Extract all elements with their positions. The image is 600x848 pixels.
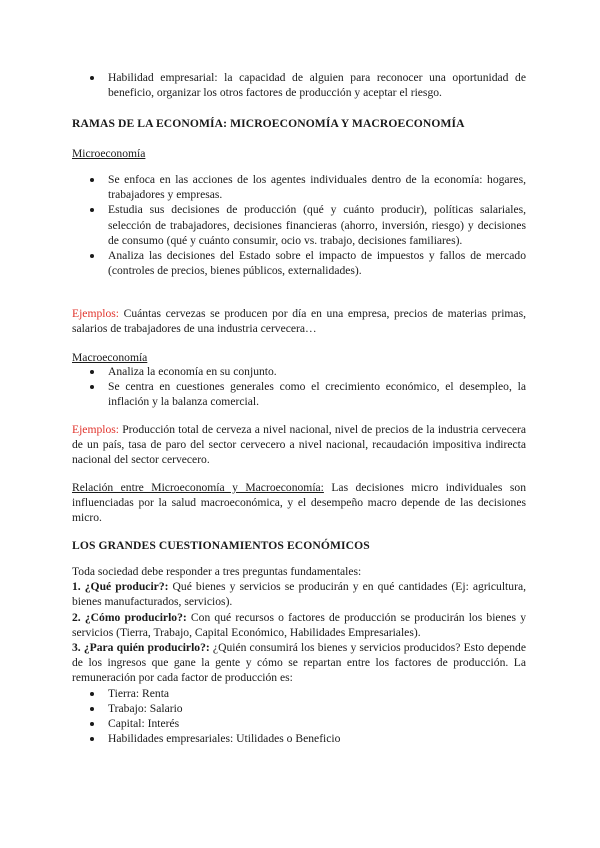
macro-examples [72,422,526,468]
questions-block [72,564,526,746]
list-item: Habilidad empresarial: la capacidad de alguien para reconocer una oportunidad de beneficio, organizar los otros factores de producción y aceptar el riesgo. [72,70,526,100]
relation-label: Relación entre Microeconomía y Macroeconomía: [72,481,324,494]
list-item: Tierra: Renta [72,686,526,701]
list-item: Se centra en cuestiones generales como el crecimiento económico, el desempleo, la inflación y la balanza comercial. [72,379,526,409]
factors-list [72,686,526,747]
question-text: Con qué recursos o factores de producción se producirán los bienes y servicios (Tierra, Trabajo, Capital Económico, Habilidades Empresariales). [72,610,526,639]
examples-label: Ejemplos: [72,423,120,436]
question-2 [72,610,526,640]
question-label: 2. ¿Cómo producirlo?: [72,610,187,624]
list-item: Se enfoca en las acciones de los agentes individuales dentro de la economía: hogares, trabajadores y empresas. [72,172,526,202]
question-label: 1. ¿Qué producir?: [72,580,169,594]
list-item: Analiza la economía en su conjunto. [72,364,526,379]
examples-label: Ejemplos: [72,307,120,320]
question-text: ¿Quién consumirá los bienes y servicios producidos? Esto depende de los ingresos que gane la gente y cómo se repartan entre los factores de producción. La remuneración por cada factor de producción es: [72,641,526,685]
subheading-microeconomia: Microeconomía [72,147,146,160]
section-heading-ramas: RAMAS DE LA ECONOMÍA: MICROECONOMÍA Y MACROECONOMÍA [72,117,465,130]
list-item: Habilidades empresariales: Utilidades o Beneficio [72,731,526,746]
questions-intro: Toda sociedad debe responder a tres preguntas fundamentales: [72,565,362,578]
question-label: 3. ¿Para quién producirlo?: [72,641,210,655]
section-heading-cuestionamientos: LOS GRANDES CUESTIONAMIENTOS ECONÓMICOS [72,539,370,552]
micro-examples [72,306,526,336]
examples-text: Cuántas cervezas se producen por día en una empresa, precios de materias primas, salarios de trabajadores de una industria cervecera… [72,307,526,336]
list-item: Capital: Interés [72,716,526,731]
relation-paragraph [72,480,526,526]
intro-list [72,70,526,100]
subheading-macroeconomia: Macroeconomía [72,351,148,364]
relation-text: Las decisiones micro individuales son influenciadas por la salud macroeconómica, y el desempeño macro depende de las decisiones micro. [72,481,526,525]
macro-list [72,364,526,410]
question-3 [72,640,526,686]
list-item: Estudia sus decisiones de producción (qué y cuánto producir), políticas salariales, selección de trabajadores, decisiones financieras (ahorro, inversión, riesgo) y decisiones de consumo (qué y cuánto consumir, ocio vs. trabajo, decisiones familiares). [72,202,526,248]
list-item: Trabajo: Salario [72,701,526,716]
question-text: Qué bienes y servicios se producirán y en qué cantidades (Ej: agricultura, bienes manufacturados, servicios). [72,580,526,609]
micro-list [72,172,526,278]
list-item: Analiza las decisiones del Estado sobre el impacto de impuestos y fallos de mercado (controles de precios, bienes públicos, externalidades). [72,248,526,278]
question-1 [72,579,526,609]
examples-text: Producción total de cerveza a nivel nacional, nivel de precios de la industria cervecera de un país, tasa de paro del sector cervecero a nivel nacional, recaudación impositiva indirecta nacional del sector cervecero. [72,423,526,467]
